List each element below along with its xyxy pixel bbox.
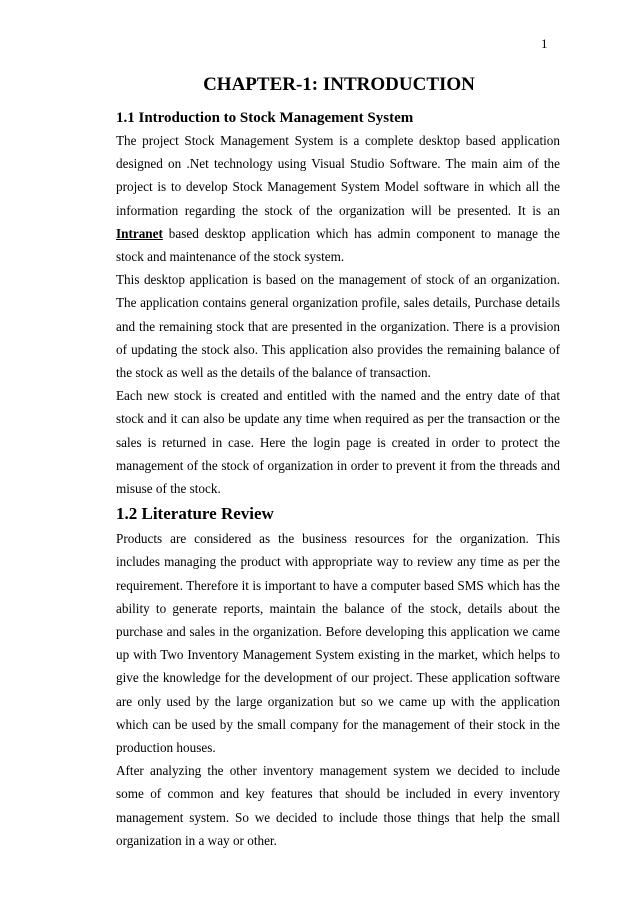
chapter-title: CHAPTER-1: INTRODUCTION <box>203 74 475 95</box>
page-number: 1 <box>541 36 548 51</box>
section-heading-literature-review: 1.2 Literature Review <box>116 504 274 524</box>
paragraph-intro-1-text-a: The project Stock Management System is a complete desktop based application designed on .Net technology using Visual Studio Software. The main aim of the project is to develop Stock Management System Model software in which all the information regarding the stock of the organization will be presented. It is an <box>116 133 560 218</box>
section-heading-introduction: 1.1 Introduction to Stock Management System <box>116 110 414 126</box>
paragraph-literature-2: After analyzing the other inventory management system we decided to include some of common and key features that should be included in every inventory management system. So we decided to include those things that help the small organization in a way or other. <box>116 763 560 848</box>
intranet-link[interactable]: Intranet <box>116 225 163 241</box>
document-body <box>116 107 560 852</box>
paragraph-literature-1: Products are considered as the business resources for the organization. This includes managing the product with appropriate way to review any time as per the requirement. Therefore it is important to have a computer based SMS which has the ability to generate reports, maintain the balance of the stock, details about the purchase and sales in the organization. Before developing this application we came up with Two Inventory Management System existing in the market, which helps to give the knowledge for the development of our project. These application software are only used by the large organization but so we came up with the application which can be used by the small company for the management of their stock in the production houses. <box>116 531 560 756</box>
paragraph-intro-2: This desktop application is based on the management of stock of an organization. The application contains general organization profile, sales details, Purchase details and the remaining stock that are presented in the organization. There is a provision of updating the stock also. This application also provides the remaining balance of the stock as well as the details of the balance of transaction. <box>116 272 560 381</box>
paragraph-intro-3: Each new stock is created and entitled with the named and the entry date of that stock and it can also be update any time when required as per the transaction or the sales is returned in case. Here the login page is created in order to protect the management of the stock of organization in order to prevent it from the threads and misuse of the stock. <box>116 388 560 497</box>
paragraph-intro-1 <box>116 129 560 268</box>
paragraph-intro-1-text-b: based desktop application which has admin component to manage the stock and maintenance of the stock system. <box>116 225 560 265</box>
